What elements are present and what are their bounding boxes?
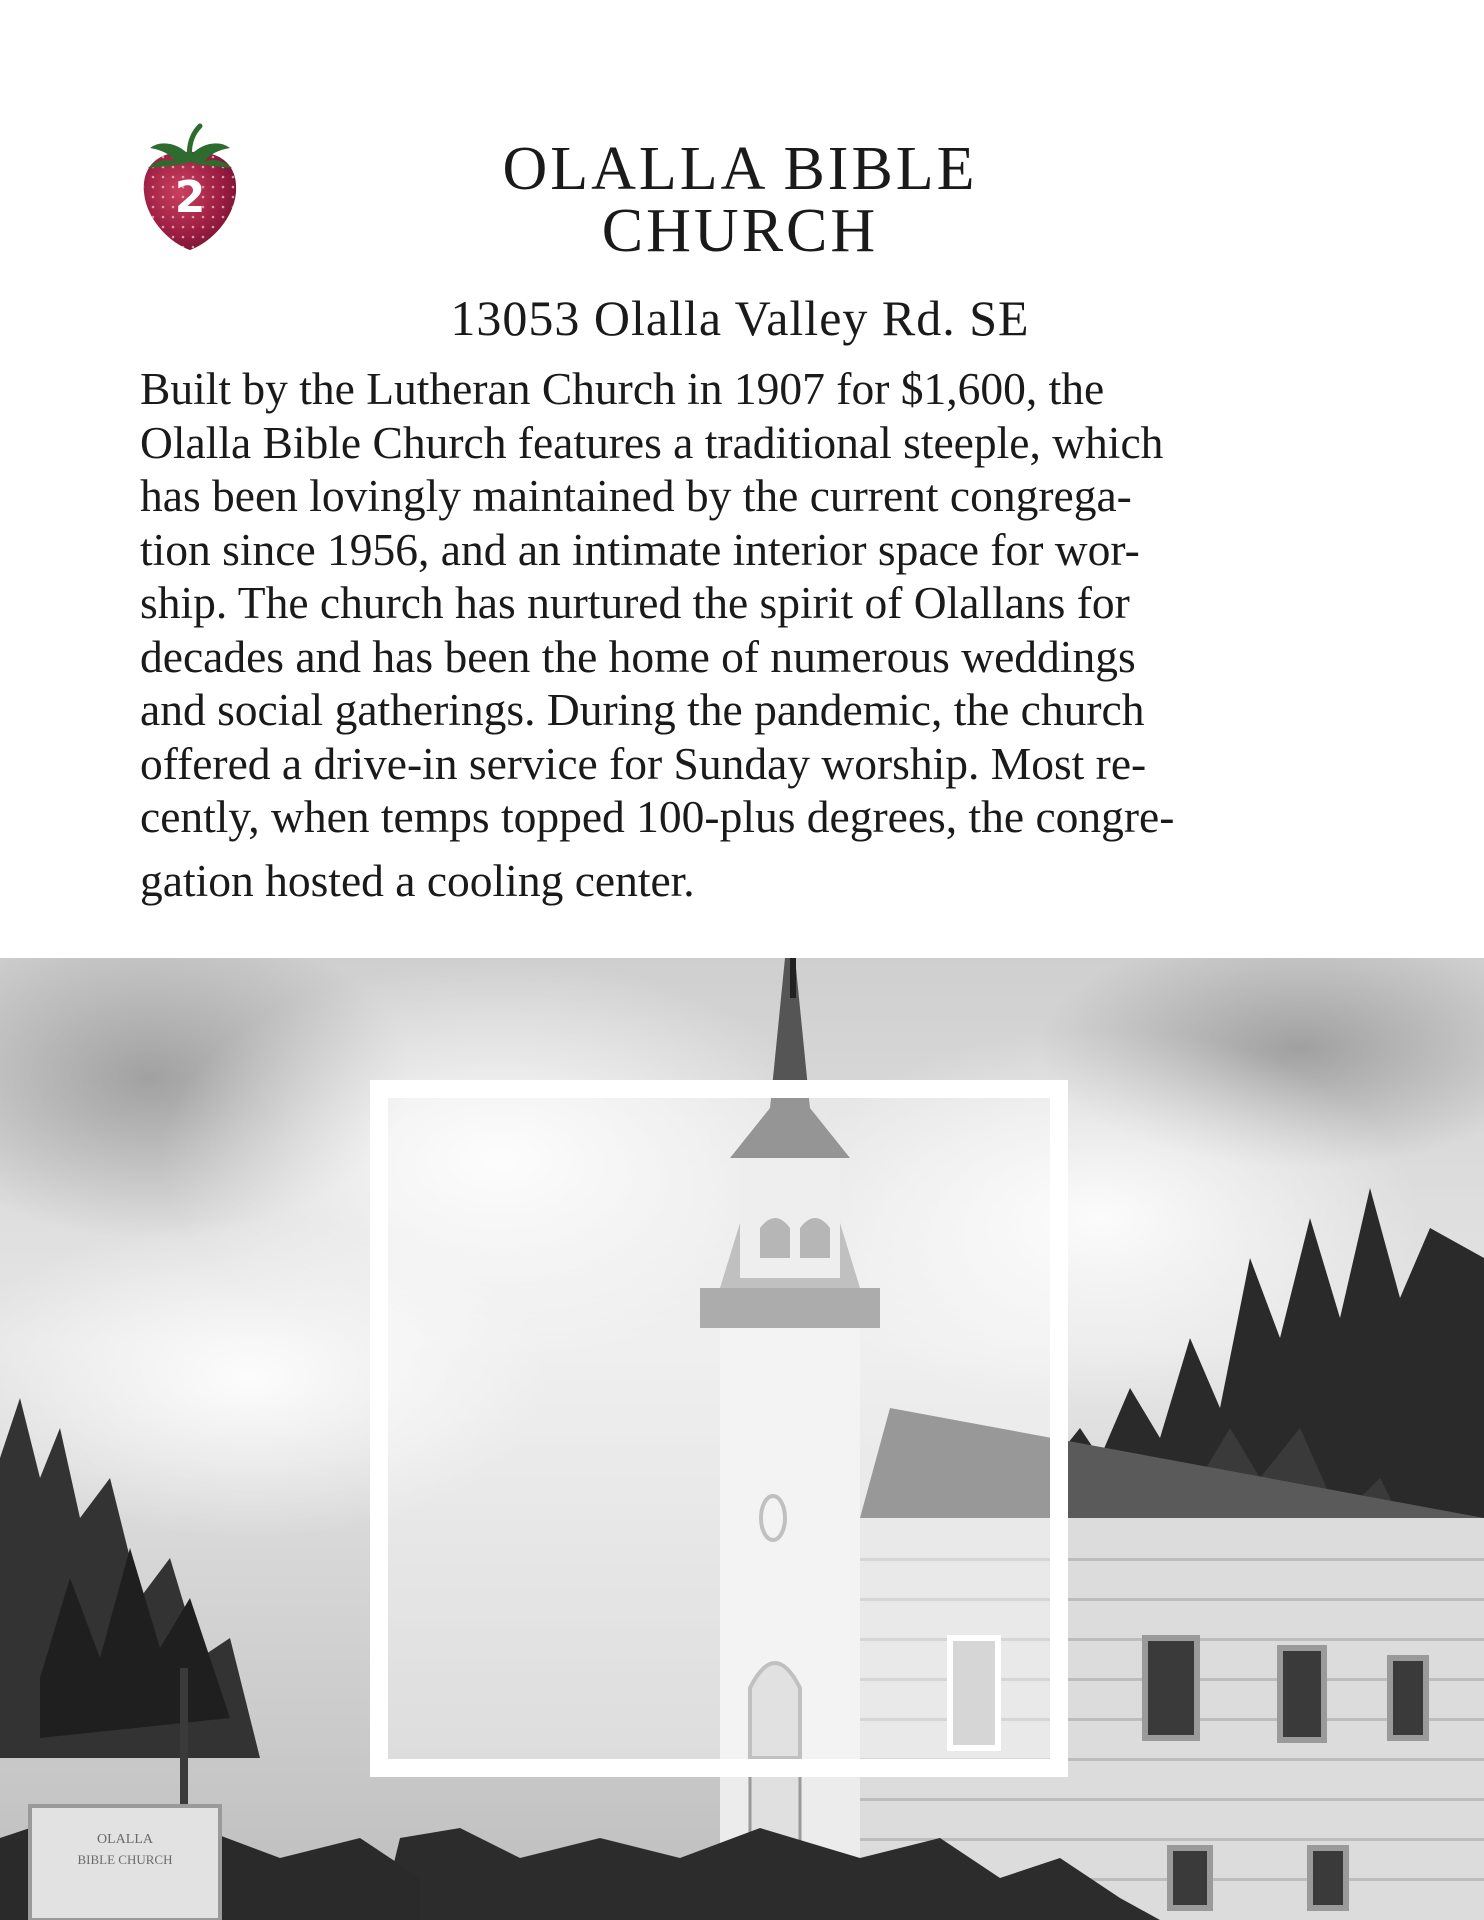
description-line: has been lovingly maintained by the current congrega- xyxy=(140,470,1132,521)
description-line: offered a drive-in service for Sunday worship. Most re- xyxy=(140,737,1147,789)
description-line: gation hosted a cooling center. xyxy=(140,854,695,906)
description-line: and social gatherings. During the pandemic, the church xyxy=(140,684,1145,735)
badge-number: 2 xyxy=(174,172,206,223)
description-line: Built by the Lutheran Church in 1907 for $1,600, the xyxy=(140,363,1105,414)
description-line: Olalla Bible Church features a traditional steeple, which xyxy=(140,416,1164,468)
title-line-2: CHURCH xyxy=(601,197,879,265)
description-line: ship. The church has nurtured the spirit of Olallans for xyxy=(140,577,1130,628)
description-line: tion since 1956, and an intimate interior space for wor- xyxy=(140,523,1140,575)
strawberry-icon xyxy=(138,122,242,254)
description-line: decades and has been the home of numerous weddings xyxy=(140,630,1136,682)
sign-text-line-1: OLALLA xyxy=(97,1832,153,1847)
page-title xyxy=(420,135,1060,265)
description-paragraph xyxy=(140,362,1360,907)
photo-inset-frame xyxy=(370,1080,1068,1777)
address: 13053 Olalla Valley Rd. SE xyxy=(450,290,1030,346)
strawberry-badge xyxy=(138,122,242,254)
title-line-1: OLALLA BIBLE xyxy=(502,135,978,203)
description-line: cently, when temps topped 100-plus degrees, the congre- xyxy=(140,791,1175,842)
sign-text-line-2: BIBLE CHURCH xyxy=(77,1852,173,1867)
